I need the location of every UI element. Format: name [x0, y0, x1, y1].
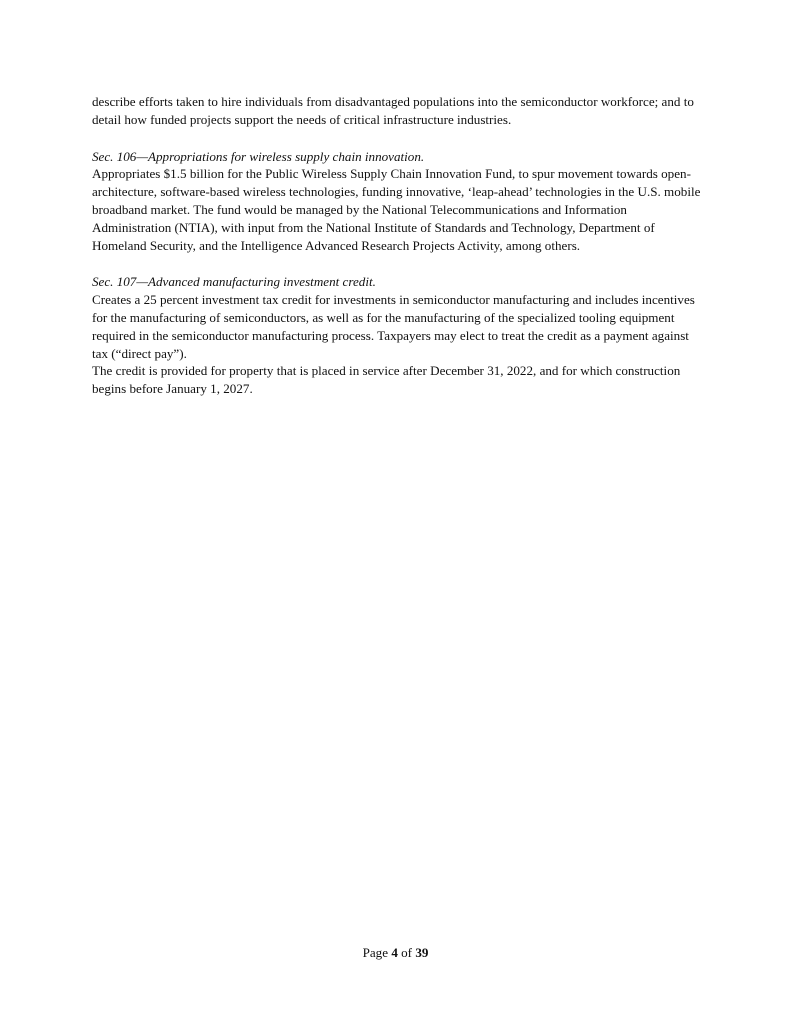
- section-107-paragraph-1: Creates a 25 percent investment tax credit for investments in semiconductor manufacturing and includes incentives for the manufacturing of semiconductors, as well as for the manufacturing of the specialized tooling equipment required in the semiconductor manufacturing process. Taxpayers may elect to treat the credit as a payment against tax (“direct pay”).: [92, 292, 695, 361]
- footer-separator: of: [397, 945, 416, 960]
- page-number-footer: [0, 944, 791, 961]
- section-107-paragraph-2: The credit is provided for property that is placed in service after December 31, 2022, and for which construction begins before January 1, 2027.: [92, 363, 681, 397]
- intro-paragraph: describe efforts taken to hire individuals from disadvantaged populations into the semiconductor workforce; and to detail how funded projects support the needs of critical infrastructure industries.: [92, 94, 694, 127]
- current-page-number: 4: [391, 945, 398, 960]
- document-body: [92, 93, 704, 398]
- section-106-heading: Sec. 106—Appropriations for wireless supply chain innovation.: [92, 148, 425, 164]
- footer-prefix: Page: [362, 945, 392, 960]
- total-pages-number: 39: [415, 945, 429, 960]
- paragraph-spacer: [92, 129, 704, 148]
- section-106-paragraph: Appropriates $1.5 billion for the Public Wireless Supply Chain Innovation Fund, to spur movement towards open-architecture, software-based wireless technologies, funding innovative, ‘leap-ahead’ technologies in the U.S. mobile broadband market. The fund would be managed by the National Telecommunications and Information Administration (NTIA), with input from the National Institute of Standards and Technology, Department of Homeland Security, and the Intelligence Advanced Research Projects Activity, among others.: [92, 166, 701, 253]
- section-106: [92, 148, 704, 255]
- paragraph-spacer: [92, 254, 704, 273]
- section-107-heading: Sec. 107—Advanced manufacturing investment credit.: [92, 274, 376, 290]
- section-107: [92, 273, 704, 398]
